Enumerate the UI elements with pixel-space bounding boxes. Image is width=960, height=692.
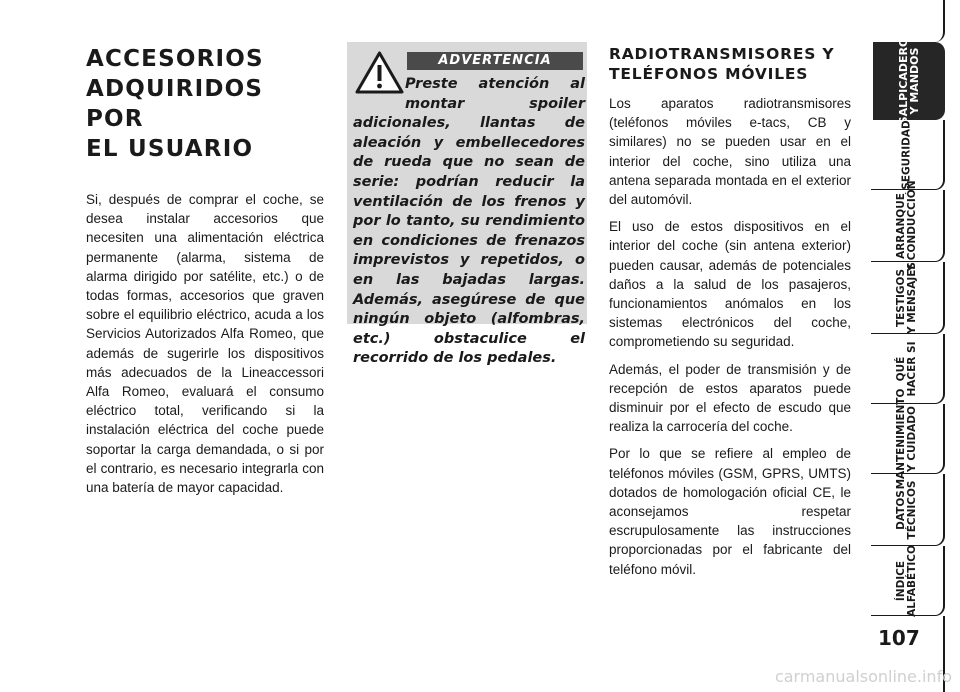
tab-datos-tecnicos[interactable] [871, 474, 945, 546]
tab-indice[interactable] [871, 546, 945, 616]
chapter-tabs [871, 0, 960, 692]
warning-text: Preste atención al montar spoiler adicionales, llantas de aleación y embellecedores de rueda que no sean de serie: podrían reducir la ventilación de los frenos y por lo tanto, su rendimiento en condiciones de frenazos imprevistos y repetidos, o en las bajadas largas. Además, asegúrese de que ningún objeto (alfombras, etc.) obstaculice el recorrido de los pedales. [353, 76, 585, 367]
warning-badge: ADVERTENCIA [407, 52, 583, 70]
tab-salpicadero[interactable] [873, 37, 945, 125]
paragraph: Además, el poder de transmisión y de recepción de estos aparatos puede disminuir por el efecto de escudo que realiza la carrocería del coche. [609, 361, 851, 435]
icon-spacer [353, 75, 405, 113]
page-number: 107 [878, 626, 920, 650]
tab-label: DATOS TÉCNICOS [895, 480, 918, 539]
warning-text-block [353, 75, 585, 369]
tab-testigos[interactable] [871, 262, 945, 334]
section-title [86, 44, 324, 164]
tab-label: TESTIGOS Y MENSAJES [895, 261, 918, 334]
radio-paragraphs [609, 94, 851, 579]
tab-label: QUÉ HACER SI [895, 340, 918, 397]
footer-watermark: carmanualsonline.info [774, 667, 952, 686]
paragraph: Por lo que se refiere al empleo de teléfonos móviles (GSM, GPRS, UMTS) dotados de homologación oficial CE, le aconsejamos respetar escrupulosamente las instrucciones proporcionadas por el fabricante del teléfono móvil. [609, 446, 851, 577]
accessories-paragraph: Si, después de comprar el coche, se desea instalar accesorios que necesiten una alimentación eléctrica permanente (alarma, sistema de alarma dirigido por satélite, etc.) o de todas formas, accesorios que graven sobre el equilibrio eléctrico, acuda a los Servicios Autorizados Alfa Romeo, que además de sugerirle los dispositivos más adecuados de la Lineaccessori Alfa Romeo, evaluará el consumo eléctrico total, verificando si la instalación eléctrica del coche puede soportar la carga demandada, o si por el contrario, es necesario integrarla con una batería de mayor capacidad. [86, 192, 324, 496]
left-column [86, 44, 324, 497]
title-line: TELÉFONOS MÓVILES [609, 65, 809, 83]
paragraph: Los aparatos radiotransmisores (teléfonos móviles e-tacs, CB y similares) no se pueden usar en el interior del coche, sino utiliza una antena separada montada en el exterior del automóvil. [609, 96, 851, 208]
tab-label: SEGURIDAD [900, 119, 913, 190]
tab-label: ÍNDICE ALFABÉTICO [895, 544, 918, 617]
tab-label: SALPICADERO Y MANDOS [897, 37, 921, 125]
title-line: ACCESORIOS [86, 46, 264, 72]
right-column [609, 44, 851, 587]
warning-box [347, 42, 587, 367]
tab-arranque[interactable] [871, 180, 945, 271]
paragraph: El uso de estos dispositivos en el interior del coche (sin antena exterior) pueden causar, además de potenciales daños a la salud de los pasajeros, funcionamientos anómalos en los sistemas electrónicos del coche, comprometiendo su seguridad. [609, 219, 851, 350]
tab-mantenimiento[interactable] [871, 388, 945, 489]
tab-label: MANTENIMIENTO Y CUIDADO [895, 388, 918, 489]
title-line: EL USUARIO [86, 136, 254, 162]
tab-label: ARRANQUE Y CONDUCCIÓN [895, 180, 918, 271]
tab-border [871, 0, 945, 42]
title-line: ADQUIRIDOS POR [86, 76, 264, 132]
section-title [609, 44, 851, 84]
title-line: RADIOTRANSMISORES Y [609, 45, 835, 63]
